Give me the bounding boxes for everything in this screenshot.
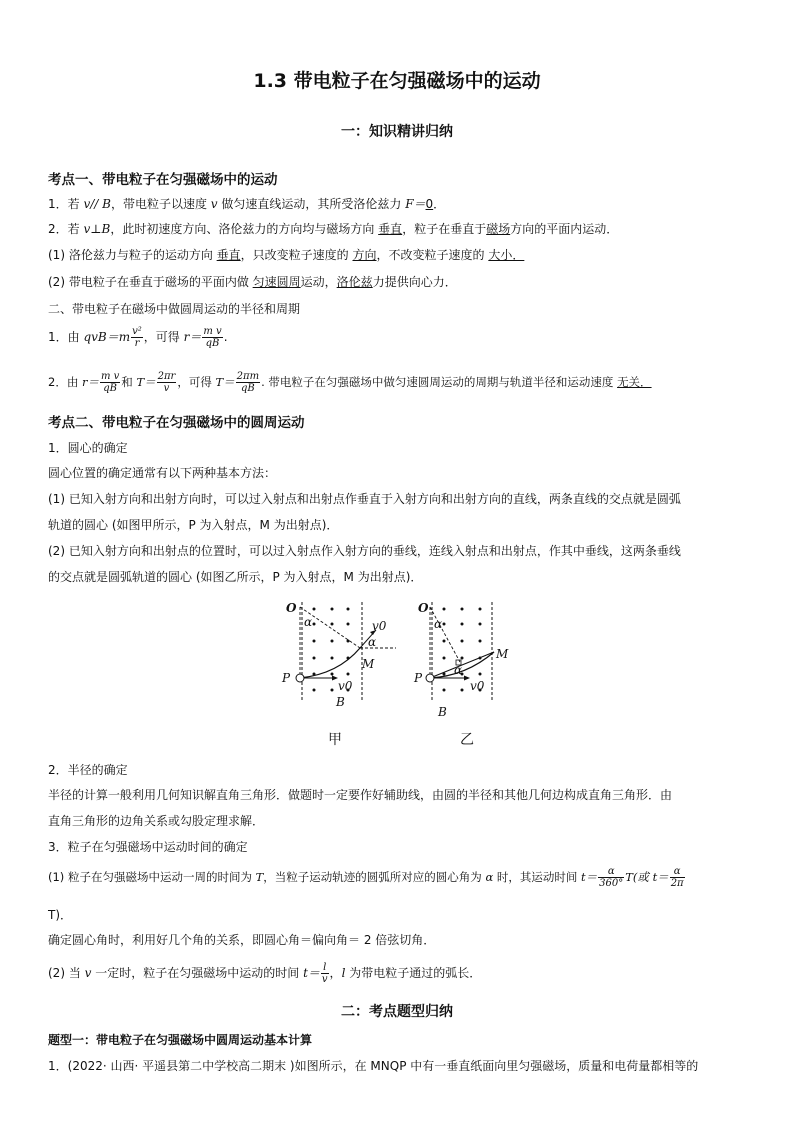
kp1-line4: (2) 带电粒子在垂直于磁场的平面内做 匀速圆周运动，洛伦兹力提供向心力． — [48, 275, 457, 289]
kp1-line7: 2．由 r＝ $\frac{\text{m v}}{qB}$ 和 T＝ $\frac{2\pi r}{v}$ ，可得 T＝ $\frac{2\pi m}{qB}$ . 带电粒子在匀强磁场中做匀速圆周运动的周期与轨道半径和运动速度 无关． — [48, 371, 652, 394]
kp2-line3b: 轨道的圆心 (如图甲所示，P 为入射点，M 为出射点)． — [48, 518, 339, 532]
kp2-line9: 确定圆心角时，利用好几个角的关系，即圆心角＝偏向角＝ 2 倍弦切角． — [48, 933, 436, 947]
page-title: 1.3 带电粒子在匀强磁场中的运动 — [253, 70, 541, 92]
section-heading-knowledge: 一：知识精讲归纳 — [341, 124, 453, 140]
kp2-line1: 1．圆心的确定 — [48, 441, 128, 455]
svg-text:v0: v0 — [470, 679, 485, 693]
kp1-line3: (1) 洛伦兹力与粒子的运动方向 垂直，只改变粒子速度的 方向，不改变粒子速度的 大小． — [48, 248, 525, 262]
kp2-line4b: 的交点就是圆弧轨道的圆心 (如图乙所示，P 为入射点，M 为出射点)． — [48, 570, 423, 584]
kp1-line1: 1．若 v// B，带电粒子以速度 v 做匀速直线运动，其所受洛伦兹力 F＝0． — [48, 197, 446, 211]
svg-text:v0: v0 — [372, 619, 387, 633]
kp2-line6b: 直角三角形的边角关系或勾股定理求解． — [48, 814, 265, 828]
type1-heading: 题型一：带电粒子在匀强磁场中圆周运动基本计算 — [48, 1033, 313, 1047]
kp2-line7: 3．粒子在匀强磁场中运动时间的确定 — [48, 840, 248, 854]
svg-text:α: α — [454, 663, 463, 677]
trajectory-figures — [280, 598, 520, 748]
caption-left: 甲 — [328, 732, 342, 748]
svg-text:α: α — [368, 635, 377, 649]
kp2-line10: (2) 当 v 一定时，粒子在匀强磁场中运动的时间 t＝ $\frac{l}{v}$ ，l 为带电粒子通过的弧长． — [48, 962, 482, 985]
svg-text:P: P — [282, 671, 291, 685]
kp2-line2: 圆心位置的确定通常有以下两种基本方法： — [48, 466, 277, 480]
svg-text:M: M — [496, 647, 509, 661]
svg-text:α: α — [434, 617, 443, 631]
section-heading-types: 二：考点题型归纳 — [341, 1004, 453, 1020]
kp2-line4a: (2) 已知入射方向和出射点的位置时，可以过入射点作入射方向的垂线，连线入射点和出射点，作其中垂线，这两条垂线 — [48, 544, 681, 558]
kp1-line2: 2．若 v⊥B，此时初速度方向、洛伦兹力的方向均与磁场方向 垂直，粒子在垂直于磁场方向的平面内运动． — [48, 222, 619, 236]
kp2-line6a: 半径的计算一般利用几何知识解直角三角形．做题时一定要作好辅助线，由圆的半径和其他几何边构成直角三角形．由 — [48, 788, 673, 802]
svg-text:α: α — [304, 615, 313, 629]
kp2-line3a: (1) 已知入射方向和出射方向时，可以过入射点和出射点作垂直于入射方向和出射方向的直线，两条直线的交点就是圆弧 — [48, 492, 681, 506]
svg-text:P: P — [414, 671, 423, 685]
label-O-right: O — [418, 601, 429, 615]
figure-right — [413, 601, 509, 748]
svg-text:v0: v0 — [338, 679, 353, 693]
question-1: 1．(2022· 山西· 平遥县第二中学校高二期末 )如图所示，在 MNQP 中有一垂直纸面向里匀强磁场，质量和电荷量都相等的 — [48, 1059, 699, 1073]
svg-text:B: B — [336, 695, 345, 709]
kp1-line5: 二、带电粒子在磁场中做圆周运动的半径和周期 — [48, 302, 301, 316]
svg-text:M: M — [362, 657, 375, 671]
kp2-line8b: T)． — [48, 908, 73, 922]
figure-left — [281, 601, 396, 748]
kp2-line5: 2．半径的确定 — [48, 763, 128, 777]
caption-right: 乙 — [460, 732, 474, 748]
kp1-line6: 1．由 qvB＝m $\frac{\text{v²}}{r}$ ，可得 r＝ $\frac{\text{m v}}{qB}$ . — [48, 326, 228, 349]
label-O: O — [286, 601, 297, 615]
kp2-line8: (1) 粒子在匀强磁场中运动一周的时间为 T，当粒子运动轨迹的圆弧所对应的圆心角为 α 时，其运动时间 t＝ $\frac{\alpha}{360^\circ}$ T(或 t＝ $\frac{\alpha}{2\pi}$ — [48, 866, 684, 889]
kp2-heading: 考点二、带电粒子在匀强磁场中的圆周运动 — [48, 415, 305, 431]
kp1-heading: 考点一、带电粒子在匀强磁场中的运动 — [48, 172, 278, 188]
svg-text:B: B — [438, 705, 447, 719]
